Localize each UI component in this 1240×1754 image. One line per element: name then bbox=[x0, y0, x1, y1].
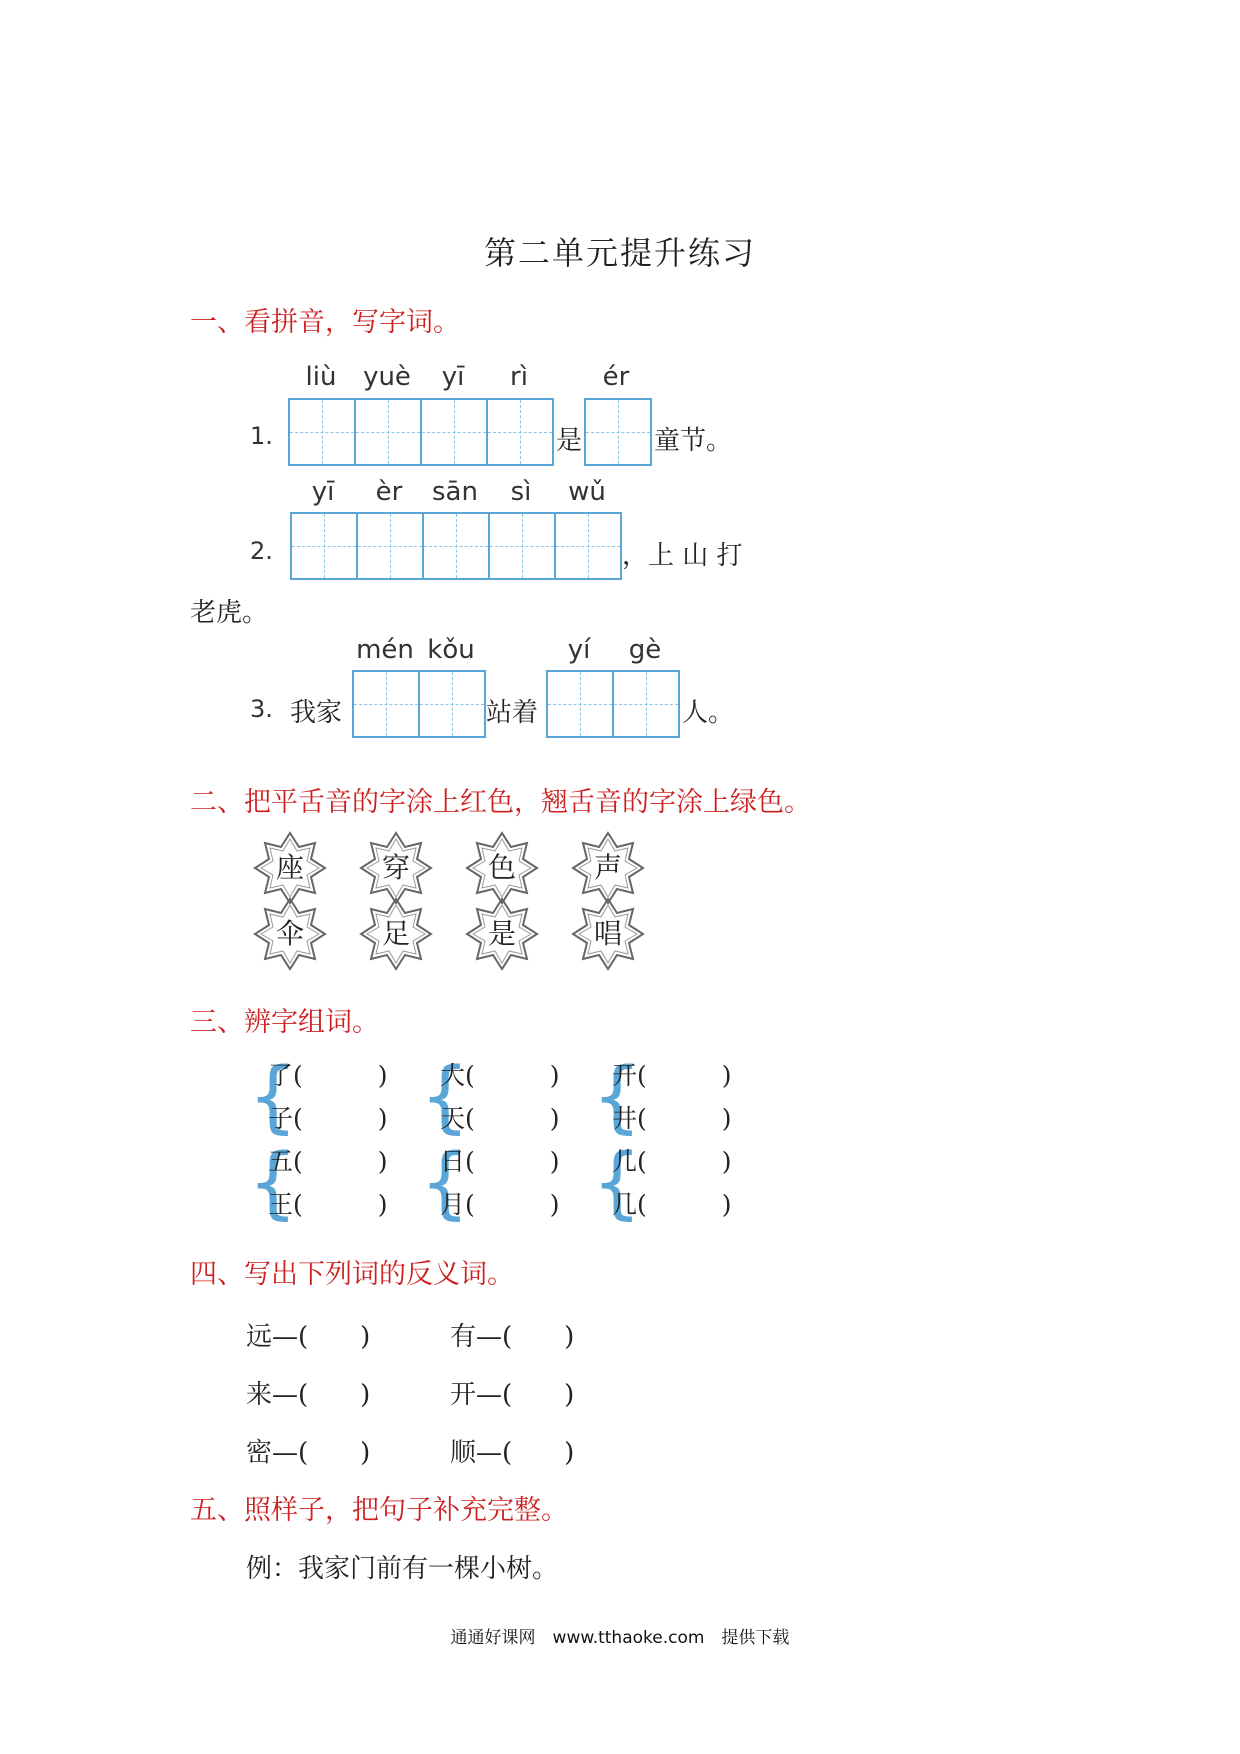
q1-writing-grid-a[interactable] bbox=[288, 398, 554, 466]
word-pair bbox=[440, 1054, 560, 1140]
q1-writing-grid-b[interactable] bbox=[584, 398, 652, 466]
star-char-text: 是 bbox=[487, 917, 516, 950]
word-item[interactable]: 子( ) bbox=[268, 1104, 388, 1133]
antonym-item[interactable]: 顺—( ) bbox=[450, 1438, 575, 1468]
writing-cell[interactable] bbox=[420, 672, 484, 736]
section-3-heading: 三、辨字组词。 bbox=[190, 1007, 379, 1038]
q2-wrap-text: 老虎。 bbox=[190, 598, 269, 628]
pinyin: yī bbox=[311, 477, 335, 507]
writing-cell[interactable] bbox=[614, 672, 678, 736]
writing-cell[interactable] bbox=[488, 400, 552, 464]
writing-cell[interactable] bbox=[556, 514, 620, 578]
word-item[interactable]: 开( ) bbox=[612, 1061, 732, 1090]
writing-cell[interactable] bbox=[424, 514, 490, 578]
q3-writing-grid-b[interactable] bbox=[546, 670, 680, 738]
star-char[interactable] bbox=[464, 830, 540, 906]
footer-credit: 通通好课网 www.tthaoke.com 提供下载 bbox=[450, 1628, 790, 1648]
star-char-text: 唱 bbox=[593, 917, 622, 950]
writing-cell[interactable] bbox=[586, 400, 650, 464]
question-number: 1. bbox=[250, 422, 273, 450]
section-2-heading: 二、把平舌音的字涂上红色，翘舌音的字涂上绿色。 bbox=[190, 787, 811, 818]
group-brace: { bbox=[248, 1138, 298, 1228]
word-item[interactable]: 天( ) bbox=[440, 1104, 560, 1133]
q3-pinyin-a bbox=[352, 635, 484, 665]
writing-cell[interactable] bbox=[354, 672, 420, 736]
section-5-heading: 五、照样子，把句子补充完整。 bbox=[190, 1495, 568, 1526]
writing-cell[interactable] bbox=[422, 400, 488, 464]
q2-end-text: ，上 山 打 bbox=[622, 541, 743, 571]
antonym-item[interactable]: 远—( ) bbox=[246, 1322, 371, 1352]
pinyin: kǒu bbox=[427, 635, 475, 665]
writing-cell[interactable] bbox=[292, 514, 358, 578]
q1-mid-text: 是 bbox=[556, 426, 583, 456]
q3-writing-grid-a[interactable] bbox=[352, 670, 486, 738]
q3-end-text: 人。 bbox=[682, 698, 735, 728]
word-pair bbox=[440, 1140, 560, 1226]
antonym-item[interactable]: 开—( ) bbox=[450, 1380, 575, 1410]
group-brace: { bbox=[592, 1052, 642, 1142]
pinyin: yuè bbox=[363, 362, 411, 392]
q1-pinyin-a bbox=[288, 362, 552, 392]
pinyin: ér bbox=[602, 362, 630, 392]
word-item[interactable]: 大( ) bbox=[440, 1061, 560, 1090]
pinyin: gè bbox=[628, 635, 662, 665]
pinyin: rì bbox=[510, 362, 528, 392]
word-pair bbox=[612, 1054, 732, 1140]
question-number: 2. bbox=[250, 537, 273, 565]
star-char-text: 声 bbox=[593, 851, 622, 884]
word-item[interactable]: 日( ) bbox=[440, 1147, 560, 1176]
antonym-item[interactable]: 密—( ) bbox=[246, 1438, 371, 1468]
pinyin: yí bbox=[567, 635, 591, 665]
group-brace: { bbox=[592, 1138, 642, 1228]
word-item[interactable]: 儿( ) bbox=[612, 1147, 732, 1176]
example-sentence: 例：我家门前有一棵小树。 bbox=[246, 1554, 559, 1584]
pinyin: yī bbox=[441, 362, 465, 392]
word-item[interactable]: 五( ) bbox=[268, 1147, 388, 1176]
star-char[interactable] bbox=[358, 830, 434, 906]
q3-pinyin-b bbox=[546, 635, 678, 665]
word-item[interactable]: 月( ) bbox=[440, 1190, 560, 1219]
star-char-text: 伞 bbox=[275, 917, 304, 950]
star-char-text: 穿 bbox=[381, 851, 410, 884]
word-item[interactable]: 几( ) bbox=[612, 1190, 732, 1219]
star-char-text: 足 bbox=[381, 917, 410, 950]
q1-end-text: 童节。 bbox=[654, 426, 733, 456]
word-pair bbox=[268, 1054, 388, 1140]
word-item[interactable]: 井( ) bbox=[612, 1104, 732, 1133]
question-number: 3. bbox=[250, 695, 273, 723]
pinyin: sān bbox=[432, 477, 478, 507]
star-char[interactable] bbox=[358, 896, 434, 972]
star-char[interactable] bbox=[252, 896, 328, 972]
star-char-text: 色 bbox=[487, 851, 516, 884]
writing-cell[interactable] bbox=[490, 514, 556, 578]
section-1-heading: 一、看拼音，写字词。 bbox=[190, 307, 460, 338]
group-brace: { bbox=[420, 1138, 470, 1228]
pinyin: sì bbox=[510, 477, 532, 507]
q3-start-text: 我家 bbox=[290, 698, 343, 728]
star-char[interactable] bbox=[464, 896, 540, 972]
star-char[interactable] bbox=[570, 830, 646, 906]
q3-mid-text: 站着 bbox=[486, 698, 539, 728]
star-char[interactable] bbox=[570, 896, 646, 972]
antonym-item[interactable]: 有—( ) bbox=[450, 1322, 575, 1352]
star-char-text: 座 bbox=[275, 851, 304, 884]
word-item[interactable]: 王( ) bbox=[268, 1190, 388, 1219]
group-brace: { bbox=[420, 1052, 470, 1142]
pinyin: èr bbox=[375, 477, 403, 507]
writing-cell[interactable] bbox=[356, 400, 422, 464]
word-pair bbox=[268, 1140, 388, 1226]
q2-writing-grid[interactable] bbox=[290, 512, 622, 580]
star-char[interactable] bbox=[252, 830, 328, 906]
writing-cell[interactable] bbox=[290, 400, 356, 464]
word-item[interactable]: 了( ) bbox=[268, 1061, 388, 1090]
pinyin: wǔ bbox=[568, 477, 606, 507]
pinyin: mén bbox=[356, 635, 414, 665]
pinyin: liù bbox=[305, 362, 337, 392]
group-brace: { bbox=[248, 1052, 298, 1142]
writing-cell[interactable] bbox=[548, 672, 614, 736]
writing-cell[interactable] bbox=[358, 514, 424, 578]
q2-pinyin bbox=[290, 477, 620, 507]
section-4-heading: 四、写出下列词的反义词。 bbox=[190, 1259, 514, 1290]
word-pair bbox=[612, 1140, 732, 1226]
antonym-item[interactable]: 来—( ) bbox=[246, 1380, 371, 1410]
page-title: 第二单元提升练习 bbox=[483, 234, 756, 272]
